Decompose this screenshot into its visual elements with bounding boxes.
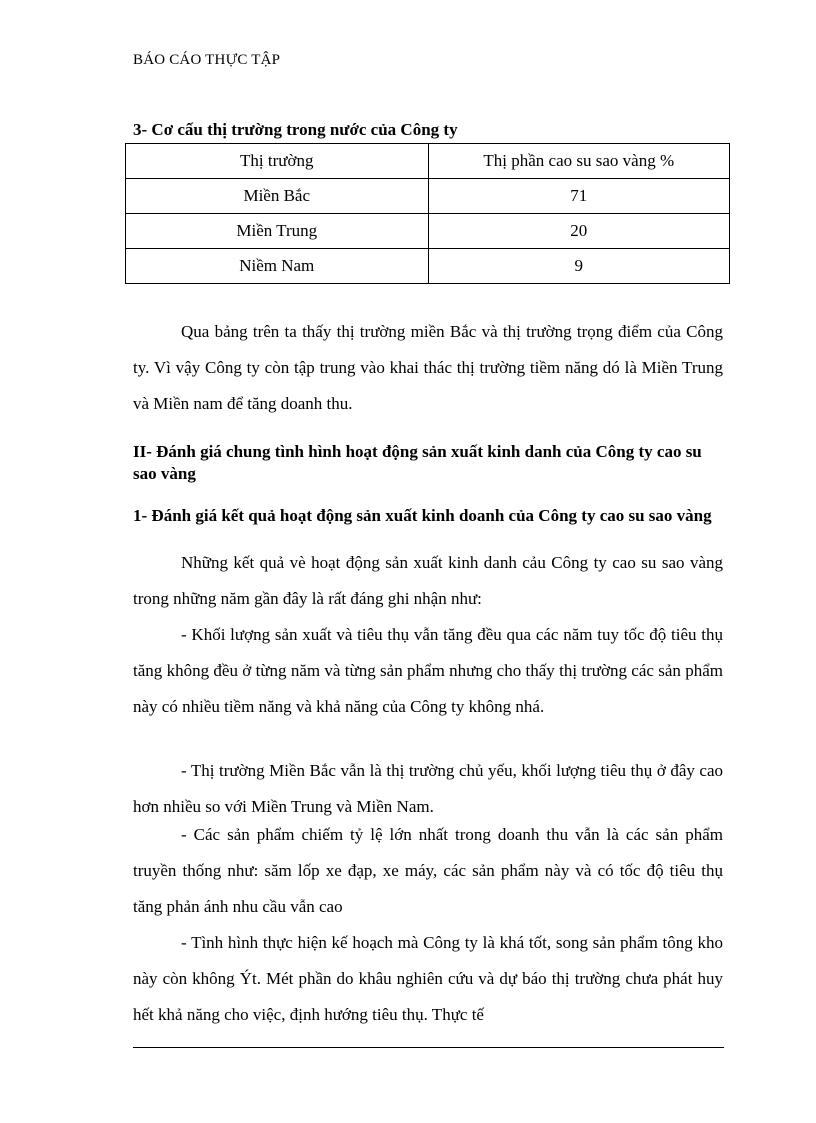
table-cell-region: Miền Trung (126, 214, 429, 249)
paragraph (133, 314, 723, 422)
table-cell-region: Miền Bắc (126, 179, 429, 214)
table-header-cell: Thị trường (126, 144, 429, 179)
table-row (126, 249, 730, 284)
bullet-paragraph (133, 925, 723, 1033)
page-header: BÁO CÁO THỰC TẬP (133, 52, 281, 68)
table-header-cell: Thị phần cao su sao vàng % (428, 144, 730, 179)
section-II-title: II- Đánh giá chung tình hình hoạt động sản xuất kinh danh của Công ty cao su sao vàng (133, 442, 702, 483)
section-3-title: 3- Cơ cấu thị trường trong nước của Công ty (133, 120, 458, 139)
table-row (126, 214, 730, 249)
bullet-paragraph (133, 817, 723, 925)
paragraph-text: - Khối lượng sản xuất và tiêu thụ vẫn tăng đều qua các năm tuy tốc độ tiêu thụ tăng không đều ở từng năm và từng sản phẩm nhưng cho thấy thị trường các sản phẩm này có nhiều tiềm năng và khả năng của Công ty không nhá. (133, 625, 723, 716)
paragraph-text: Những kết quả vè hoạt động sản xuất kinh danh cảu Công ty cao su sao vàng trong những năm gần đây là rất đáng ghi nhận như: (133, 553, 723, 608)
footer-divider (133, 1047, 724, 1048)
paragraph-text: - Các sản phẩm chiếm tỷ lệ lớn nhất trong doanh thu vẫn là các sản phẩm truyền thống như: săm lốp xe đạp, xe máy, các sản phẩm này và có tốc độ tiêu thụ tăng phản ánh nhu cầu vẫn cao (133, 825, 723, 916)
paragraph-text: Qua bảng trên ta thấy thị trường miền Bắc và thị trường trọng điểm của Công ty. Vì vậy Công ty còn tập trung vào khai thác thị trường tiềm năng dó là Miền Trung và Miền nam để tăng doanh thu. (133, 322, 723, 413)
table-cell-region: Niềm Nam (126, 249, 429, 284)
bullet-paragraph (133, 617, 723, 725)
market-share-table (125, 143, 730, 284)
table-cell-share: 20 (428, 214, 730, 249)
paragraph-text: - Tình hình thực hiện kế hoạch mà Công ty là khá tốt, song sản phẩm tông kho này còn không Ýt. Mét phần do khâu nghiên cứu và dự báo thị trường chưa phát huy hết khả năng cho việc, định hướng tiêu thụ. Thực tế (133, 933, 723, 1024)
section-1-title: 1- Đánh giá kết quả hoạt động sản xuất kinh doanh của Công ty cao su sao vàng (133, 506, 712, 525)
paragraph (133, 545, 723, 617)
paragraph-text: - Thị trường Miền Bắc vẫn là thị trường chủ yếu, khối lượng tiêu thụ ở đây cao hơn nhiều so với Miền Trung và Miền Nam. (133, 761, 723, 816)
bullet-paragraph (133, 753, 723, 825)
table-cell-share: 71 (428, 179, 730, 214)
table-cell-share: 9 (428, 249, 730, 284)
table-row (126, 179, 730, 214)
table-header-row (126, 144, 730, 179)
